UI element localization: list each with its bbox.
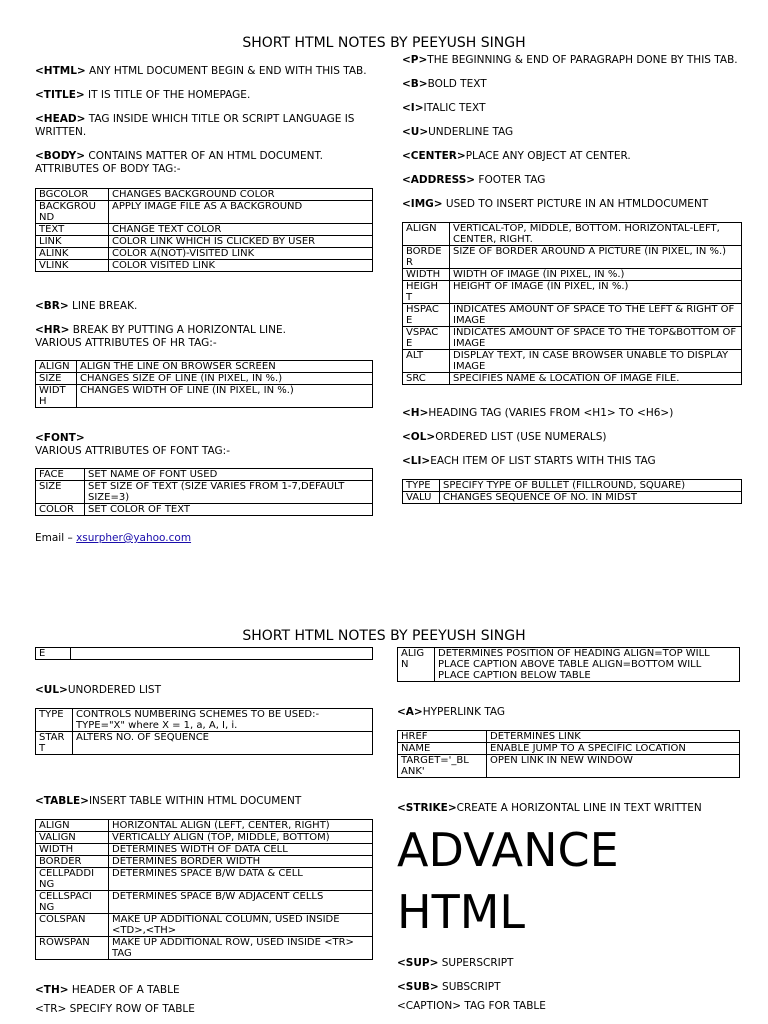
attribute-name-cell: HSPAC E [403,304,450,327]
table-row [36,248,373,260]
email-line: Email – xsurpher@yahoo.com [35,532,192,544]
table-row [403,327,742,350]
table-row [36,361,373,373]
hr-attributes-intro: VARIOUS ATTRIBUTES OF HR TAG:- [35,337,217,349]
table-row [36,260,373,272]
attribute-description-cell: DETERMINES LINK [487,731,740,743]
stub-cell-empty [71,648,373,660]
address-tag-note: <ADDRESS> FOOTER TAG [402,174,546,186]
font-attributes-table [35,468,373,516]
table-row [36,709,373,732]
page1-right-column [402,54,740,504]
ol-tag-note: <OL>ORDERED LIST (USE NUMERALS) [402,431,607,443]
attribute-name-cell: HEIGH T [403,281,450,304]
table-row [403,269,742,281]
attribute-description-cell: HEIGHT OF IMAGE (IN PIXEL, IN %.) [450,281,742,304]
table-row [403,246,742,269]
attribute-name-cell: FACE [36,469,85,481]
attribute-description-cell: COLOR VISITED LINK [109,260,373,272]
attribute-name-cell: ROWSPAN [36,937,109,960]
table-row [36,732,373,755]
stub-cell: E [36,648,71,660]
advance-heading-line1: ADVANCE [397,823,619,877]
attribute-name-cell: ALT [403,350,450,373]
attribute-description-cell: MAKE UP ADDITIONAL COLUMN, USED INSIDE <TD>,<TH> [109,914,373,937]
attribute-name-cell: HREF [398,731,487,743]
attribute-description-cell: ALTERS NO. OF SEQUENCE [73,732,373,755]
attribute-description-cell: CHANGES WIDTH OF LINE (IN PIXEL, IN %.) [77,385,373,408]
table-row [36,224,373,236]
attribute-name-cell: ALIGN [403,223,450,246]
attribute-name-cell: ALIG N [398,648,435,682]
table-row [403,281,742,304]
table-row [403,350,742,373]
body-attributes-table [35,188,373,272]
ul-tag-note: <UL>UNORDERED LIST [35,684,162,696]
attribute-description-cell: SPECIFIES NAME & LOCATION OF IMAGE FILE. [450,373,742,385]
attribute-name-cell: STAR T [36,732,73,755]
email-link[interactable]: xsurpher@yahoo.com [76,532,192,544]
attribute-name-cell: BORDER [36,856,109,868]
title-tag-note: <TITLE> IT IS TITLE OF THE HOMEPAGE. [35,89,251,101]
br-tag-note: <BR> LINE BREAK. [35,300,138,312]
th-tag-note: <TH> HEADER OF A TABLE [35,984,180,996]
img-tag-note: <IMG> USED TO INSERT PICTURE IN AN HTMLDOCUMENT [402,198,709,210]
table-row [36,856,373,868]
attribute-name-cell: VALIGN [36,832,109,844]
attribute-description-cell: APPLY IMAGE FILE AS A BACKGROUND [109,201,373,224]
table-row [36,937,373,960]
table-row [36,820,373,832]
attribute-description-cell: DETERMINES SPACE B/W DATA & CELL [109,868,373,891]
attribute-description-cell: CONTROLS NUMBERING SCHEMES TO BE USED:- TYPE="X" where X = 1, a, A, I, i. [73,709,373,732]
attribute-name-cell: TARGET='_BL ANK' [398,755,487,778]
attribute-name-cell: ALINK [36,248,109,260]
caption-attributes-table [397,647,740,682]
attribute-name-cell: WIDTH [36,844,109,856]
attribute-name-cell: COLSPAN [36,914,109,937]
attribute-name-cell: SIZE [36,481,85,504]
a-tag-note: <A>HYPERLINK TAG [397,706,506,718]
attribute-name-cell: COLOR [36,504,85,516]
attribute-name-cell: WIDTH [403,269,450,281]
table-row [403,304,742,327]
ul-attributes-table [35,708,373,755]
table-row [403,492,742,504]
li-attributes-table [402,479,742,504]
attribute-name-cell: VALU [403,492,440,504]
attribute-name-cell: ALIGN [36,361,77,373]
table-row [36,385,373,408]
table-row [36,373,373,385]
advance-heading-line2: HTML [397,885,526,939]
attribute-description-cell: VERTICAL-TOP, MIDDLE, BOTTOM. HORIZONTAL-LEFT, CENTER, RIGHT. [450,223,742,246]
attribute-name-cell: TEXT [36,224,109,236]
table-row [36,844,373,856]
attribute-description-cell: DISPLAY TEXT, IN CASE BROWSER UNABLE TO DISPLAY IMAGE [450,350,742,373]
attribute-description-cell: CHANGE TEXT COLOR [109,224,373,236]
head-tag-note: <HEAD> TAG INSIDE WHICH TITLE OR SCRIPT LANGUAGE IS WRITTEN. [35,113,355,138]
tr-tag-note-partial: <TR> SPECIFY ROW OF TABLE [35,1003,195,1015]
attribute-name-cell: CELLPADDI NG [36,868,109,891]
attribute-description-cell: DETERMINES WIDTH OF DATA CELL [109,844,373,856]
attribute-description-cell: DETERMINES SPACE B/W ADJACENT CELLS [109,891,373,914]
attribute-description-cell: SPECIFY TYPE OF BULLET (FILLROUND, SQUARE) [440,480,742,492]
body-tag-note: <BODY> CONTAINS MATTER OF AN HTML DOCUMENT. ATTRIBUTES OF BODY TAG:- [35,150,323,175]
p-tag-note: <P>THE BEGINNING & END OF PARAGRAPH DONE BY THIS TAB. [402,54,738,66]
attribute-description-cell: INDICATES AMOUNT OF SPACE TO THE LEFT & RIGHT OF IMAGE [450,304,742,327]
attribute-description-cell: WIDTH OF IMAGE (IN PIXEL, IN %.) [450,269,742,281]
hr-attributes-table [35,360,373,408]
attribute-description-cell: COLOR LINK WHICH IS CLICKED BY USER [109,236,373,248]
table-row [398,648,740,682]
attribute-name-cell: SIZE [36,373,77,385]
attribute-name-cell: BORDE R [403,246,450,269]
b-tag-note: <B>BOLD TEXT [402,78,487,90]
attribute-description-cell: DETERMINES BORDER WIDTH [109,856,373,868]
attribute-description-cell: SET NAME OF FONT USED [85,469,373,481]
table-row [36,469,373,481]
page2-right-column [397,647,740,1013]
html-tag-note: <HTML> ANY HTML DOCUMENT BEGIN & END WITH THIS TAB. [35,65,367,77]
table-row [36,481,373,504]
attribute-description-cell: VERTICALLY ALIGN (TOP, MIDDLE, BOTTOM) [109,832,373,844]
table-row [36,868,373,891]
attribute-name-cell: BACKGROU ND [36,201,109,224]
attribute-name-cell: BGCOLOR [36,189,109,201]
font-tag-note: <FONT> [35,432,85,444]
attribute-name-cell: TYPE [403,480,440,492]
attribute-name-cell: WIDT H [36,385,77,408]
table-row [398,731,740,743]
table-tag-note: <TABLE>INSERT TABLE WITHIN HTML DOCUMENT [35,795,302,807]
table-row [36,201,373,224]
continued-table-stub [35,647,373,660]
table-row [403,223,742,246]
table-row [36,236,373,248]
strike-tag-note: <STRIKE>CREATE A HORIZONTAL LINE IN TEXT WRITTEN [397,802,702,814]
page2-left-column [35,647,373,1016]
table-attributes-table [35,819,373,960]
attribute-description-cell: COLOR A(NOT)-VISITED LINK [109,248,373,260]
attribute-name-cell: VLINK [36,260,109,272]
attribute-name-cell: LINK [36,236,109,248]
a-attributes-table [397,730,740,778]
i-tag-note: <I>ITALIC TEXT [402,102,486,114]
attribute-description-cell: HORIZONTAL ALIGN (LEFT, CENTER, RIGHT) [109,820,373,832]
attribute-name-cell: NAME [398,743,487,755]
table-row [36,189,373,201]
attribute-name-cell: SRC [403,373,450,385]
attribute-description-cell: CHANGES SIZE OF LINE (IN PIXEL, IN %.) [77,373,373,385]
table-row [398,755,740,778]
attribute-name-cell: CELLSPACI NG [36,891,109,914]
page1-left-column [35,65,373,545]
attribute-description-cell: ALIGN THE LINE ON BROWSER SCREEN [77,361,373,373]
li-tag-note: <LI>EACH ITEM OF LIST STARTS WITH THIS TAG [402,455,656,467]
attribute-description-cell: DETERMINES POSITION OF HEADING ALIGN=TOP WILL PLACE CAPTION ABOVE TABLE ALIGN=BOTTOM WILL PLACE CAPTION BELOW TABLE [435,648,740,682]
page2-title: SHORT HTML NOTES BY PEEYUSH SINGH [242,628,526,644]
table-row [36,891,373,914]
center-tag-note: <CENTER>PLACE ANY OBJECT AT CENTER. [402,150,631,162]
attribute-description-cell: SET SIZE OF TEXT (SIZE VARIES FROM 1-7,DEFAULT SIZE=3) [85,481,373,504]
table-row [403,480,742,492]
sup-tag-note: <SUP> SUPERSCRIPT [397,957,514,969]
attribute-description-cell: MAKE UP ADDITIONAL ROW, USED INSIDE <TR> TAG [109,937,373,960]
attribute-description-cell: INDICATES AMOUNT OF SPACE TO THE TOP&BOTTOM OF IMAGE [450,327,742,350]
hr-tag-note: <HR> BREAK BY PUTTING A HORIZONTAL LINE. [35,324,286,336]
table-row [398,743,740,755]
attribute-description-cell: ENABLE JUMP TO A SPECIFIC LOCATION [487,743,740,755]
table-row [36,832,373,844]
u-tag-note: <U>UNDERLINE TAG [402,126,514,138]
page-title: SHORT HTML NOTES BY PEEYUSH SINGH [242,35,526,51]
table-row [36,914,373,937]
attribute-description-cell: SET COLOR OF TEXT [85,504,373,516]
caption-tag-note-partial: <CAPTION> TAG FOR TABLE [397,1000,546,1012]
font-attributes-intro: VARIOUS ATTRIBUTES OF FONT TAG:- [35,445,230,457]
table-row [403,373,742,385]
h-tag-note: <H>HEADING TAG (VARIES FROM <H1> TO <H6>) [402,407,674,419]
attribute-name-cell: VSPAC E [403,327,450,350]
attribute-description-cell: CHANGES SEQUENCE OF NO. IN MIDST [440,492,742,504]
img-attributes-table [402,222,742,385]
attribute-name-cell: TYPE [36,709,73,732]
attribute-description-cell: OPEN LINK IN NEW WINDOW [487,755,740,778]
attribute-description-cell: SIZE OF BORDER AROUND A PICTURE (IN PIXEL, IN %.) [450,246,742,269]
table-row [36,504,373,516]
sub-tag-note: <SUB> SUBSCRIPT [397,981,501,993]
attribute-name-cell: ALIGN [36,820,109,832]
attribute-description-cell: CHANGES BACKGROUND COLOR [109,189,373,201]
